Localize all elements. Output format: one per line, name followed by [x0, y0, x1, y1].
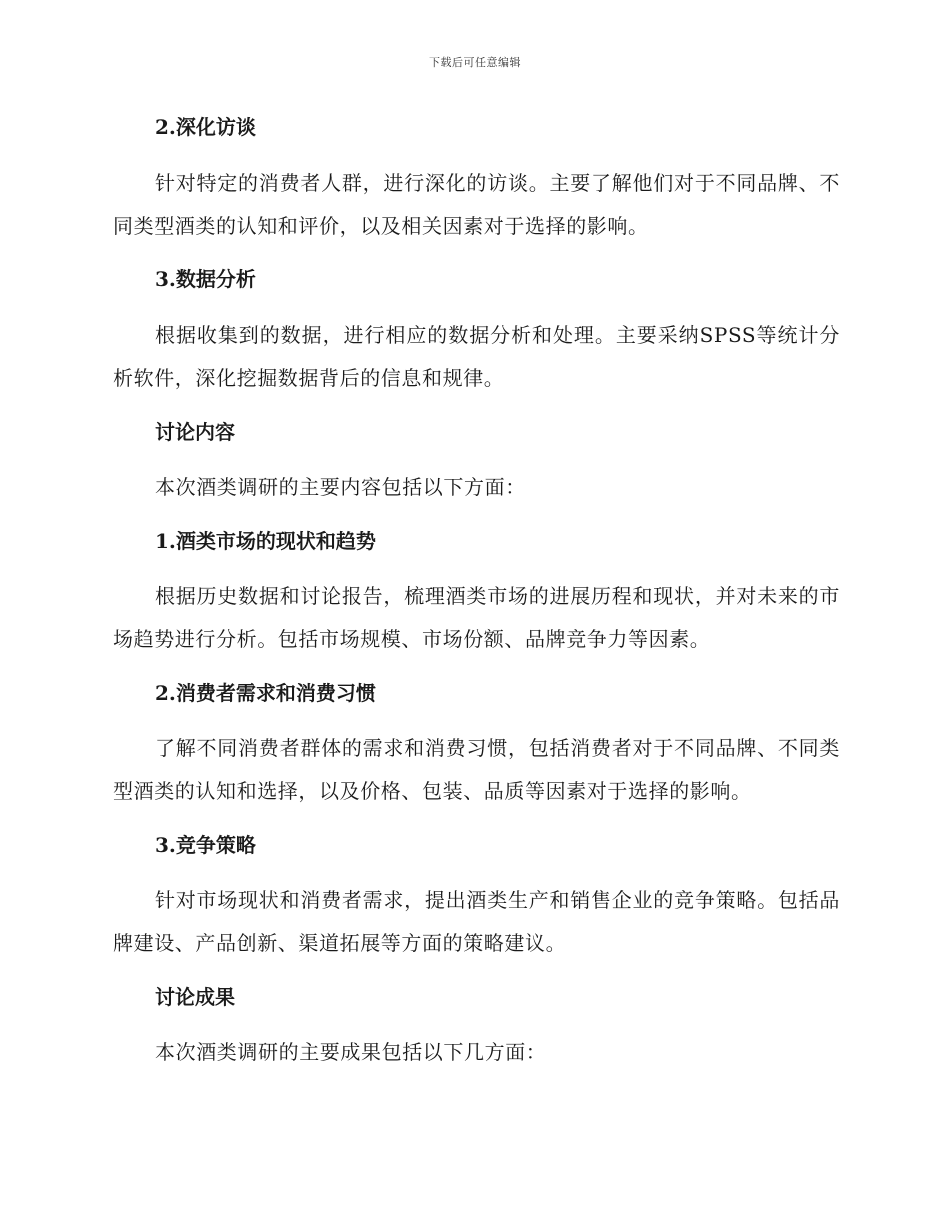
paragraph-competition: 针对市场现状和消费者需求，提出酒类生产和销售企业的竞争策略。包括品牌建设、产品创新、渠道拓展等方面的策略建议。 [113, 888, 840, 955]
paragraph-interview: 针对特定的消费者人群，进行深化的访谈。主要了解他们对于不同品牌、不同类型酒类的认知和评价，以及相关因素对于选择的影响。 [113, 171, 840, 238]
paragraph-consumer-needs: 了解不同消费者群体的需求和消费习惯，包括消费者对于不同品牌、不同类型酒类的认知和选择，以及价格、包装、品质等因素对于选择的影响。 [113, 736, 840, 803]
paragraph-data-analysis: 根据收集到的数据，进行相应的数据分析和处理。主要采纳SPSS等统计分析软件，深化挖掘数据背后的信息和规律。 [113, 323, 840, 390]
paragraph-market-status: 根据历史数据和讨论报告，梳理酒类市场的进展历程和现状，并对未来的市场趋势进行分析。包括市场规模、市场份额、品牌竞争力等因素。 [113, 584, 840, 651]
section-heading-market-status: 1.酒类市场的现状和趋势 [155, 529, 376, 553]
section-heading-interview: 2.深化访谈 [155, 115, 256, 139]
section-heading-data-analysis: 3.数据分析 [155, 267, 256, 291]
section-heading-competition: 3.竞争策略 [155, 833, 256, 857]
header-note: 下载后可任意编辑 [429, 56, 521, 69]
section-heading-research-content: 讨论内容 [155, 420, 235, 444]
section-heading-research-results: 讨论成果 [155, 985, 235, 1009]
section-heading-consumer-needs: 2.消费者需求和消费习惯 [155, 681, 376, 705]
paragraph-research-content: 本次酒类调研的主要内容包括以下方面： [155, 475, 526, 499]
paragraph-research-results: 本次酒类调研的主要成果包括以下几方面： [155, 1040, 547, 1064]
